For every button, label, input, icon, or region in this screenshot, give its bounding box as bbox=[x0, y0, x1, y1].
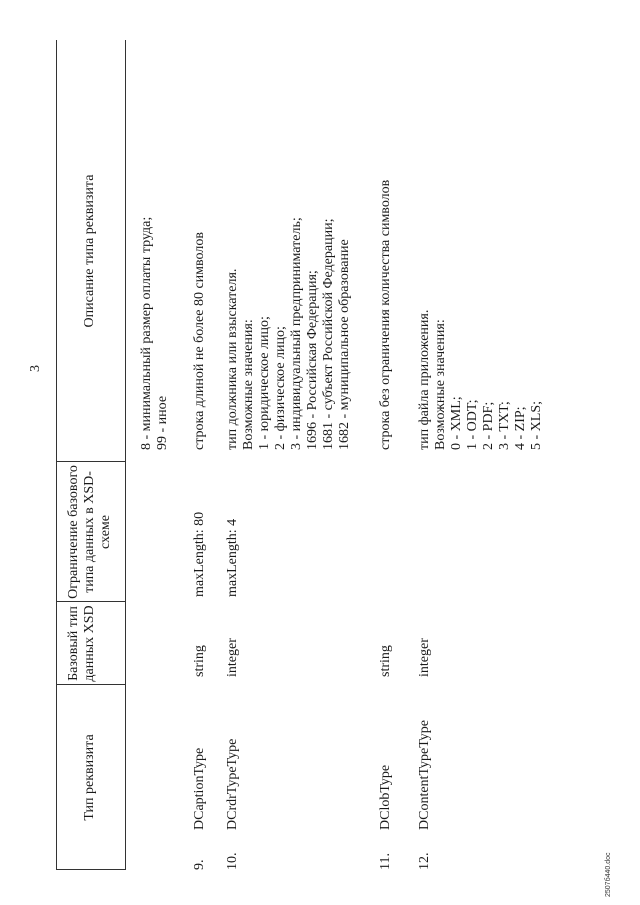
row-type: DClobType bbox=[378, 764, 393, 830]
row-number: 12. bbox=[417, 852, 432, 870]
row-type: DCaptionType bbox=[192, 747, 207, 830]
row-number: 11. bbox=[378, 853, 393, 870]
header-divider-2 bbox=[56, 601, 126, 602]
header-base-type: Базовый тип данных XSD bbox=[66, 605, 97, 682]
desc-line: 8 - минимальный размер оплаты труда; bbox=[139, 216, 154, 450]
row-desc: строка длиной не более 80 символов bbox=[192, 232, 207, 450]
desc-line: 1682 - муниципальное образование bbox=[337, 239, 352, 450]
row-number: 9. bbox=[192, 859, 207, 870]
desc-line: 4 - ZIP; bbox=[513, 406, 528, 450]
row-desc bbox=[225, 217, 353, 450]
table-top-border bbox=[56, 40, 57, 870]
desc-line: 1 - ODT; bbox=[465, 399, 480, 450]
row-type: DContentTypeType bbox=[417, 719, 432, 830]
header-limit: Ограничение базового типа данных в XSD-схеме bbox=[66, 465, 113, 599]
row-base: integer bbox=[225, 638, 240, 677]
desc-line: Возможные значения: bbox=[241, 319, 256, 450]
desc-line: 1 - юридическое лицо; bbox=[257, 316, 272, 450]
row-base: string bbox=[192, 645, 207, 677]
row-limit: maxLength: 4 bbox=[225, 518, 240, 597]
desc-line: 3 - TXT; bbox=[497, 401, 512, 450]
desc-line: 3 - индивидуальный предприниматель; bbox=[289, 217, 304, 450]
desc-line: 5 - XLS; bbox=[529, 401, 544, 450]
desc-line: тип файла приложения. bbox=[417, 309, 432, 450]
header-bottom-border bbox=[125, 40, 126, 870]
desc-line: 99 - иное bbox=[155, 395, 170, 450]
desc-line: 1696 - Российская Федерация; bbox=[305, 270, 320, 450]
header-type: Тип реквизита bbox=[82, 734, 97, 821]
header-description: Описание типа реквизита bbox=[82, 174, 97, 328]
row-base: string bbox=[378, 645, 393, 677]
row-desc bbox=[417, 310, 545, 450]
row-number: 10. bbox=[225, 852, 240, 870]
desc-line: тип должника или взыскателя. bbox=[225, 268, 240, 450]
row-desc bbox=[139, 217, 171, 450]
desc-line: 0 - XML; bbox=[449, 396, 464, 450]
desc-line: 1681 - субъект Российской Федерации; bbox=[321, 218, 336, 450]
footer-filename: 2507б440.doc bbox=[605, 852, 612, 897]
row-type: DCrdrTypeType bbox=[225, 738, 240, 830]
row-base: integer bbox=[417, 638, 432, 677]
desc-line: 2 - PDF; bbox=[481, 401, 496, 450]
desc-line: 2 - физическое лицо; bbox=[273, 326, 288, 450]
page-number: 3 bbox=[28, 365, 43, 372]
desc-line: Возможные значения: bbox=[433, 319, 448, 450]
row-limit: maxLength: 80 bbox=[192, 511, 207, 597]
row-desc: строка без ограничения количества символов bbox=[378, 179, 393, 450]
